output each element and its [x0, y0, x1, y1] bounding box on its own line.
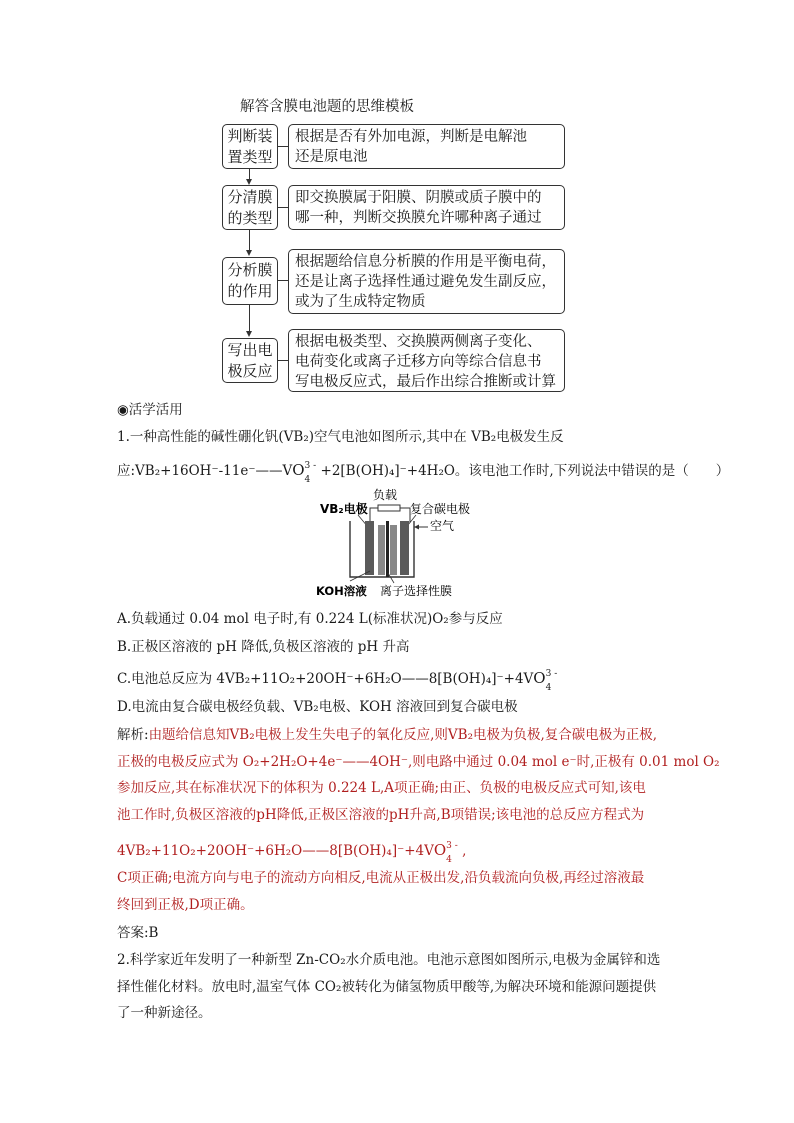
flow-step-2-label: 分清膜 的类型	[222, 185, 278, 230]
analysis-line-4: 池工作时,负极区溶液的pH降低,正极区溶液的pH升高,B项错误;该电池的总反应方程式为	[117, 807, 645, 823]
flow-step-2-desc: 即交换膜属于阳膜、阴膜或质子膜中的 哪一种，判断交换膜允许哪种离子通过	[288, 185, 565, 230]
q1-option-c: C.电池总反应为 4VB₂+11O₂+20OH⁻+6H₂O——8[B(OH)₄]⁻+4VO 3 - 4	[117, 668, 558, 693]
label-air: 空气	[430, 519, 455, 533]
flow-step-4-label: 写出电 极反应	[222, 338, 278, 383]
label-carbon-electrode: 复合碳电极	[410, 502, 471, 516]
analysis-line-5: 4VB₂+11O₂+20OH⁻+6H₂O——8[B(OH)₄]⁻+4VO 3 - 4 ,	[117, 840, 467, 865]
flow-connector	[278, 280, 288, 281]
flow-arrow	[249, 230, 250, 250]
label-load: 负载	[373, 488, 398, 502]
q1-stem-line-1: 1.一种高性能的碱性硼化钒(VB₂)空气电池如图所示,其中在 VB₂电极发生反	[117, 429, 564, 445]
q2-line-3: 了一种新途径。	[117, 1005, 212, 1021]
leader-carbon	[408, 515, 416, 525]
arrow-down-icon	[246, 250, 252, 256]
q2-line-2: 择性催化材料。放电时,温室气体 CO₂被转化为储氢物质甲酸等,为解决环境和能源问题提供	[117, 979, 657, 995]
q1-option-b: B.正极区溶液的 pH 降低,负极区溶液的 pH 升高	[117, 639, 410, 655]
q1-option-a: A.负载通过 0.04 mol 电子时,有 0.224 L(标准状况)O₂参与反应	[117, 611, 503, 627]
ion-selective-membrane	[386, 521, 389, 577]
flow-step-1-label: 判断装 置类型	[222, 124, 278, 169]
arrow-down-icon	[246, 331, 252, 337]
q1-stem-line-2: 应:VB₂+16OH⁻-11e⁻——VO 3 - 4 +2[B(OH)₄]⁻+4H₂O。该电池工作时,下列说法中错误的是（ ）	[117, 460, 730, 485]
flow-connector	[278, 146, 288, 147]
label-vb2-electrode: VB₂电极	[320, 502, 368, 516]
flow-connector	[278, 207, 288, 208]
template-title: 解答含膜电池题的思维模板	[240, 99, 414, 115]
leader-koh	[350, 571, 370, 581]
load-resistor	[378, 505, 400, 511]
analysis-line-1: 解析:由题给信息知VB₂电极上发生失电子的氧化反应,则VB₂电极为负极,复合碳电极为正极,	[117, 727, 658, 743]
air-arrow-icon	[414, 525, 419, 530]
wire-left	[370, 508, 378, 523]
analysis-line-2: 正极的电极反应式为 O₂+2H₂O+4e⁻——4OH⁻,则电路中通过 0.04 mol e⁻时,正极有 0.01 mol O₂	[117, 754, 720, 770]
solution-region	[378, 525, 385, 575]
flow-step-1-desc: 根据是否有外加电源，判断是电解池 还是原电池	[288, 124, 565, 169]
wire-right	[400, 508, 410, 523]
analysis-line-3: 参加反应,其在标准状况下的体积为 0.224 L,A项正确;由正、负极的电极反应式可知,该电	[117, 780, 646, 796]
analysis-line-6: C项正确;电流方向与电子的流动方向相反,电流从正极出发,沿负载流向负极,再经过溶液最	[117, 870, 645, 886]
answer: 答案:B	[117, 925, 159, 941]
vb2-electrode	[365, 521, 374, 575]
label-membrane: 离子选择性膜	[380, 584, 453, 598]
flow-step-3-desc: 根据题给信息分析膜的作用是平衡电荷， 还是让离子选择性通过避免发生副反应， 或为了生成特定物质	[288, 249, 565, 314]
flow-step-3-label: 分析膜 的作用	[222, 257, 278, 305]
q1-option-d: D.电流由复合碳电极经负载、VB₂电极、KOH 溶液回到复合碳电极	[117, 699, 518, 715]
flow-step-4-desc: 根据电极类型、交换膜两侧离子变化、 电荷变化或离子迁移方向等综合信息书 写电极反应式，最后作出综合推断或计算	[288, 329, 565, 392]
q2-line-1: 2.科学家近年发明了一种新型 Zn-CO₂水介质电池。电池示意图如图所示,电极为金属锌和选	[117, 952, 661, 968]
flow-arrow	[249, 305, 250, 331]
flow-connector	[278, 360, 288, 361]
analysis-line-7: 终回到正极,D项正确。	[117, 897, 254, 913]
carbon-electrode	[400, 521, 409, 575]
battery-diagram	[310, 485, 480, 600]
solution-region	[390, 525, 397, 575]
label-koh-solution: KOH溶液	[316, 584, 367, 598]
section-heading: ◉活学活用	[117, 402, 183, 418]
flow-arrow	[249, 169, 250, 179]
